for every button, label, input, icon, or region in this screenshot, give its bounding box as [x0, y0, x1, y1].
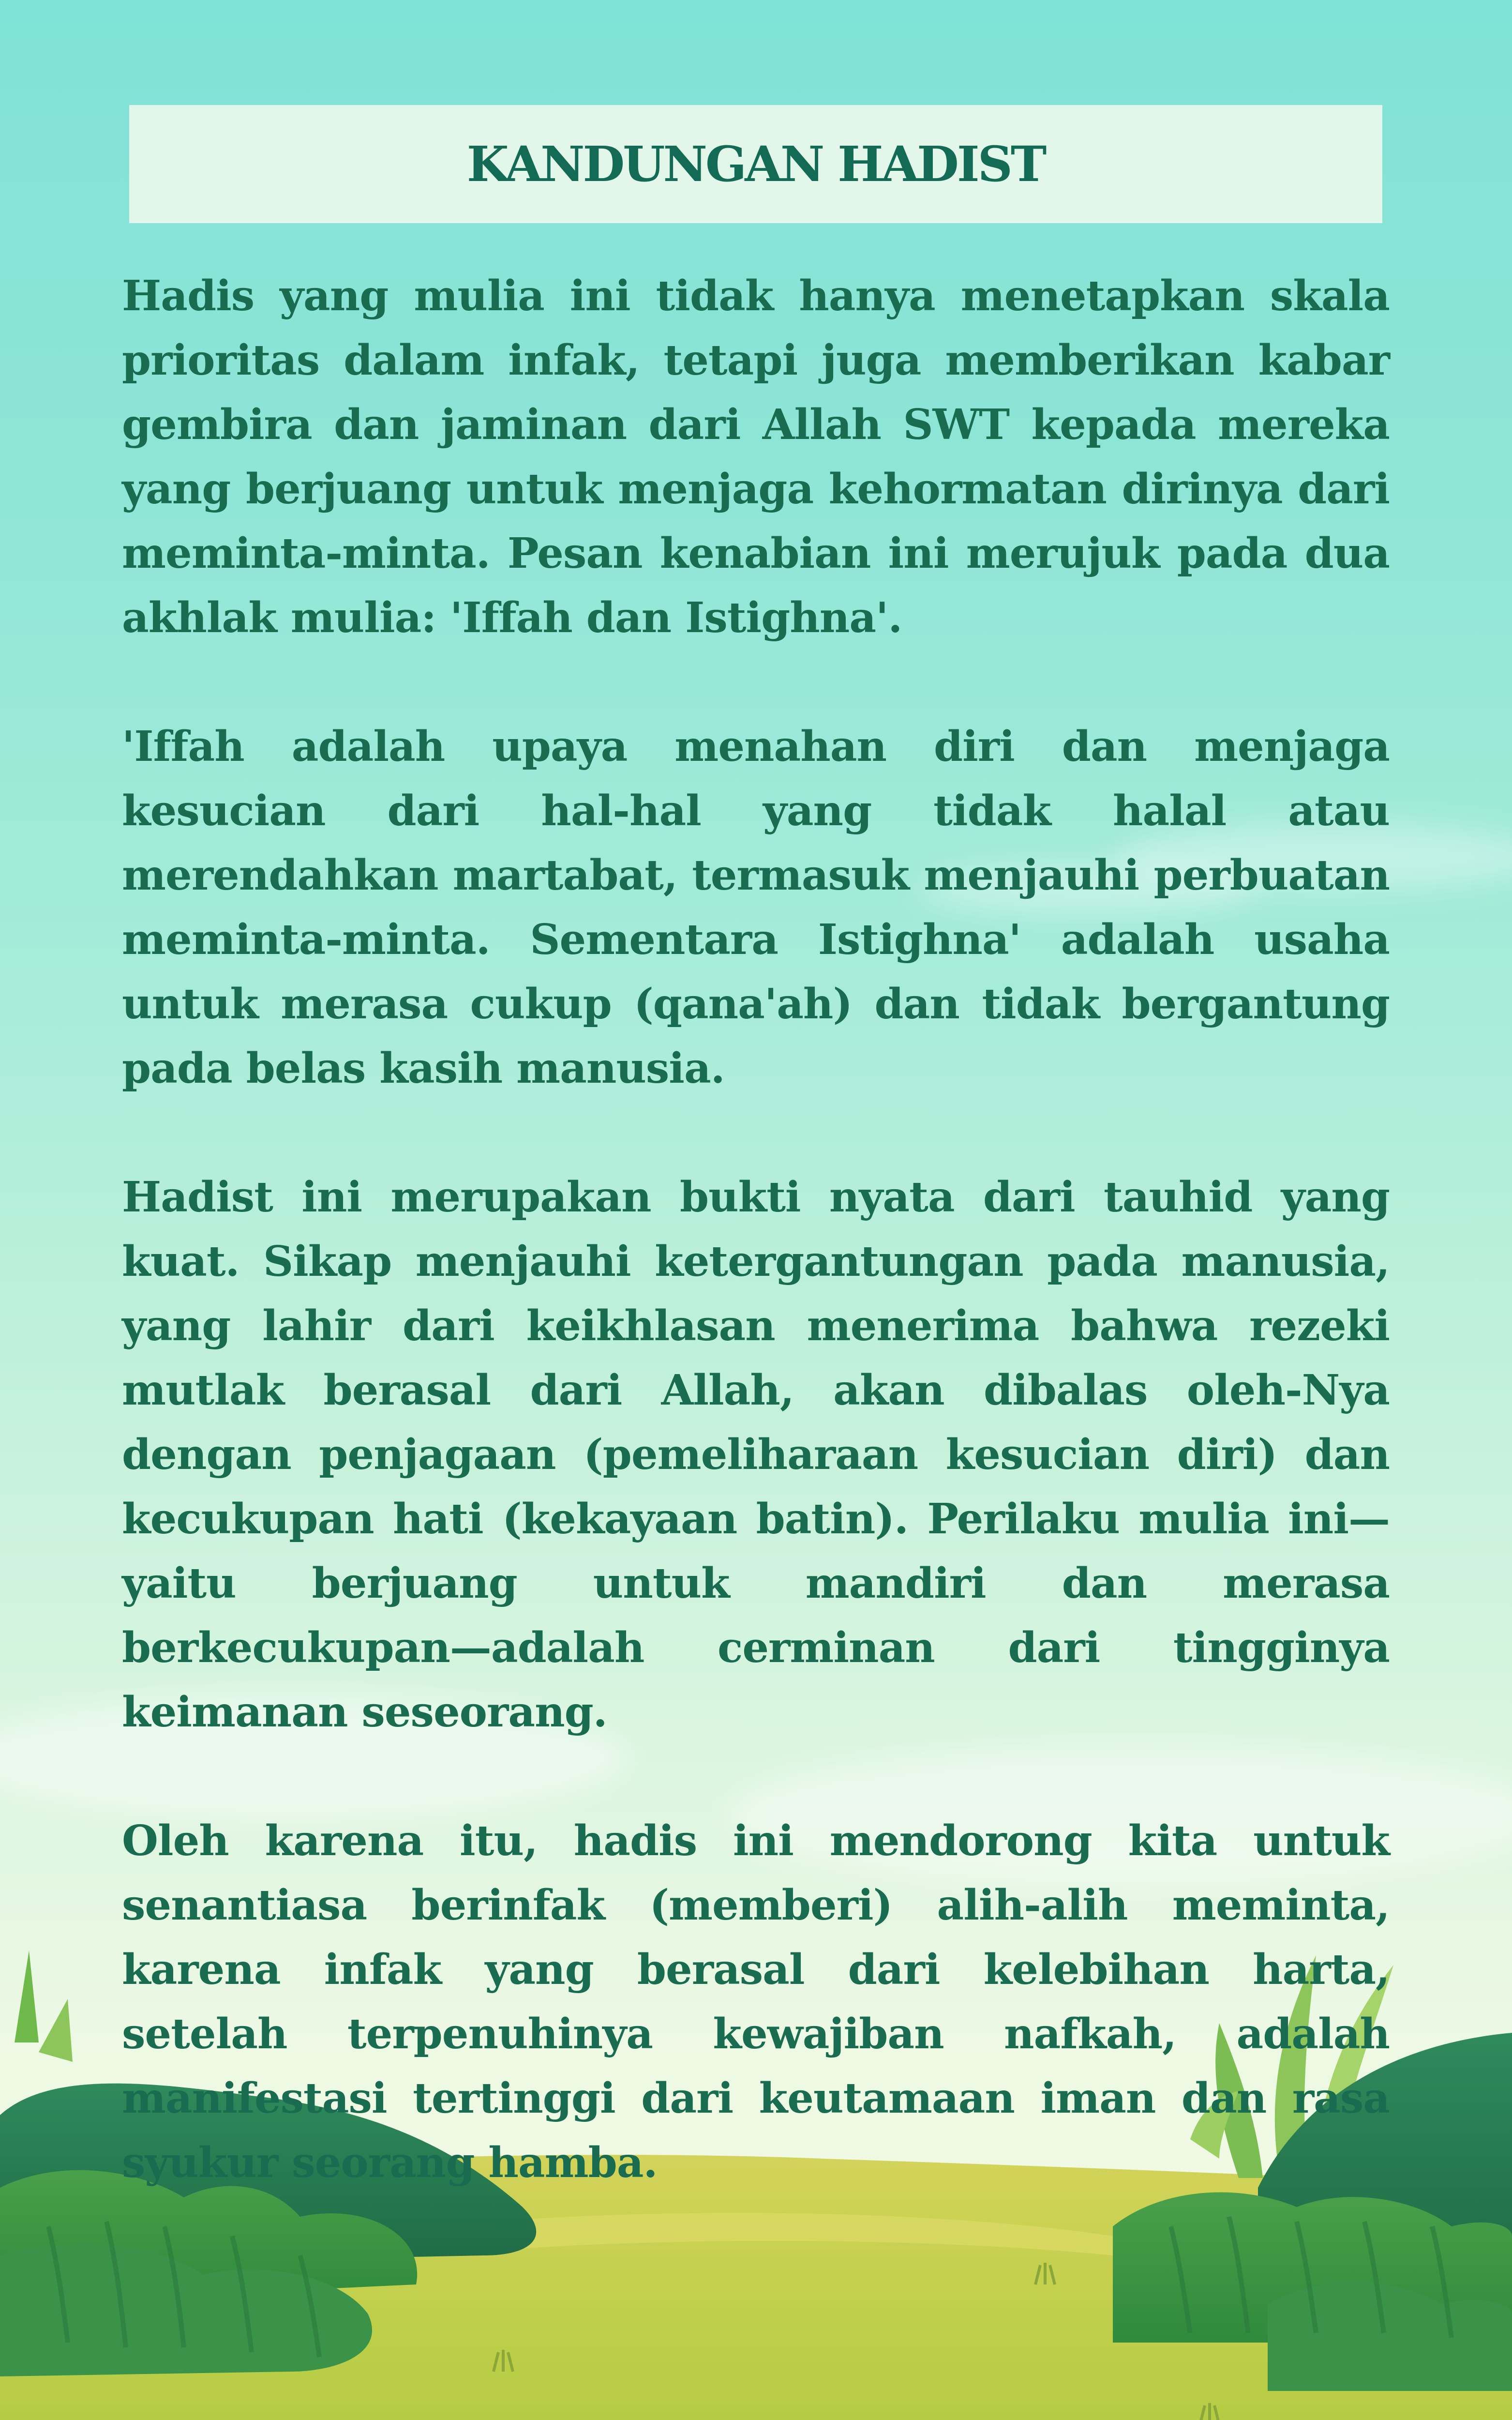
title-banner: [129, 105, 1382, 223]
paragraph: Hadis yang mulia ini tidak hanya menetapkan skala prioritas dalam infak, tetapi juga memberikan kabar gembira dan jaminan dari Allah SWT kepada mereka yang berjuang untuk menjaga kehormatan dirinya dari meminta-minta. Pesan kenabian ini merujuk pada dua akhlak mulia: 'Iffah dan Istighna'.: [122, 272, 1390, 642]
paragraph: 'Iffah adalah upaya menahan diri dan menjaga kesucian dari hal-hal yang tidak halal atau merendahkan martabat, termasuk menjauhi perbuatan meminta-minta. Sementara Istighna' adalah usaha untuk merasa cukup (qana'ah) dan tidak bergantung pada belas kasih manusia.: [122, 722, 1390, 1093]
page-title: KANDUNGAN HADIST: [466, 136, 1045, 193]
body-content: [122, 264, 1390, 2259]
paragraph: Hadist ini merupakan bukti nyata dari tauhid yang kuat. Sikap menjauhi ketergantungan pada manusia, yang lahir dari keikhlasan menerima bahwa rezeki mutlak berasal dari Allah, akan dibalas oleh-Nya dengan penjagaan (pemeliharaan kesucian diri) dan kecukupan hati (kekayaan batin). Perilaku mulia ini—yaitu berjuang untuk mandiri dan merasa berkecukupan—adalah cerminan dari tingginya keimanan seseorang.: [122, 1173, 1390, 1737]
paragraph: Oleh karena itu, hadis ini mendorong kita untuk senantiasa berinfak (memberi) alih-alih meminta, karena infak yang berasal dari kelebihan harta, setelah terpenuhinya kewajiban nafkah, adalah manifestasi tertinggi dari keutamaan iman dan rasa syukur seorang hamba.: [122, 1816, 1390, 2187]
